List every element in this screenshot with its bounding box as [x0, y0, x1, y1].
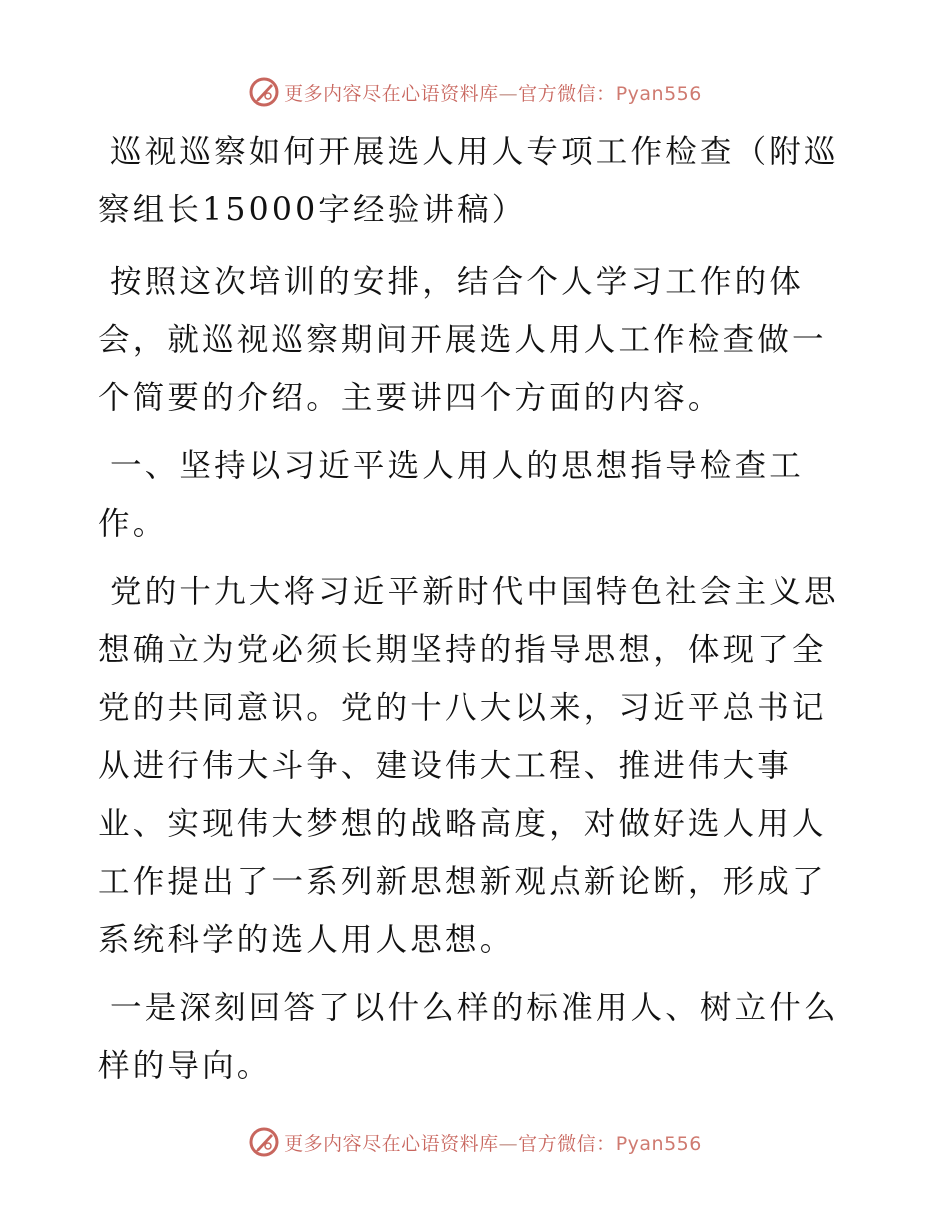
footer-watermark: [0, 1122, 950, 1162]
watermark-text: [284, 79, 702, 106]
paragraph-body: 党的十九大将习近平新时代中国特色社会主义思想确立为党必须长期坚持的指导思想，体现了全党的共同意识。党的十八大以来，习近平总书记从进行伟大斗争、建设伟大工程、推进伟大事业、实现伟大梦想的战略高度，对做好选人用人工作提出了一系列新思想新观点新论断，形成了系统科学的选人用人思想。: [98, 574, 839, 958]
watermark-wechat-label: 官方微信：: [518, 1132, 616, 1155]
watermark-separator: —: [498, 1132, 519, 1155]
paragraph-section-heading: 一、坚持以习近平选人用人的思想指导检查工作。: [98, 448, 805, 542]
watermark-brand: 更多内容尽在心语资料库: [284, 1132, 499, 1155]
watermark-brand: 更多内容尽在心语资料库: [284, 82, 499, 105]
watermark-text: [284, 1129, 702, 1156]
paragraph-intro: 按照这次培训的安排，结合个人学习工作的体会，就巡视巡察期间开展选人用人工作检查做一个简要的介绍。主要讲四个方面的内容。: [98, 264, 827, 416]
watermark-wechat-id: Pyan556: [615, 82, 702, 105]
watermark-wechat-label: 官方微信：: [518, 82, 616, 105]
watermark-wechat-id: Pyan556: [615, 1132, 702, 1155]
watermark-separator: —: [498, 82, 519, 105]
document-body: [98, 123, 852, 1105]
quill-pen-logo-icon: [248, 76, 280, 108]
paragraph-point-one: 一是深刻回答了以什么样的标准用人、树立什么样的导向。: [98, 990, 839, 1084]
document-title: 巡视巡察如何开展选人用人专项工作检查（附巡察组长15000字经验讲稿）: [98, 134, 839, 228]
quill-pen-logo-icon: [248, 1126, 280, 1158]
header-watermark: [0, 72, 950, 112]
